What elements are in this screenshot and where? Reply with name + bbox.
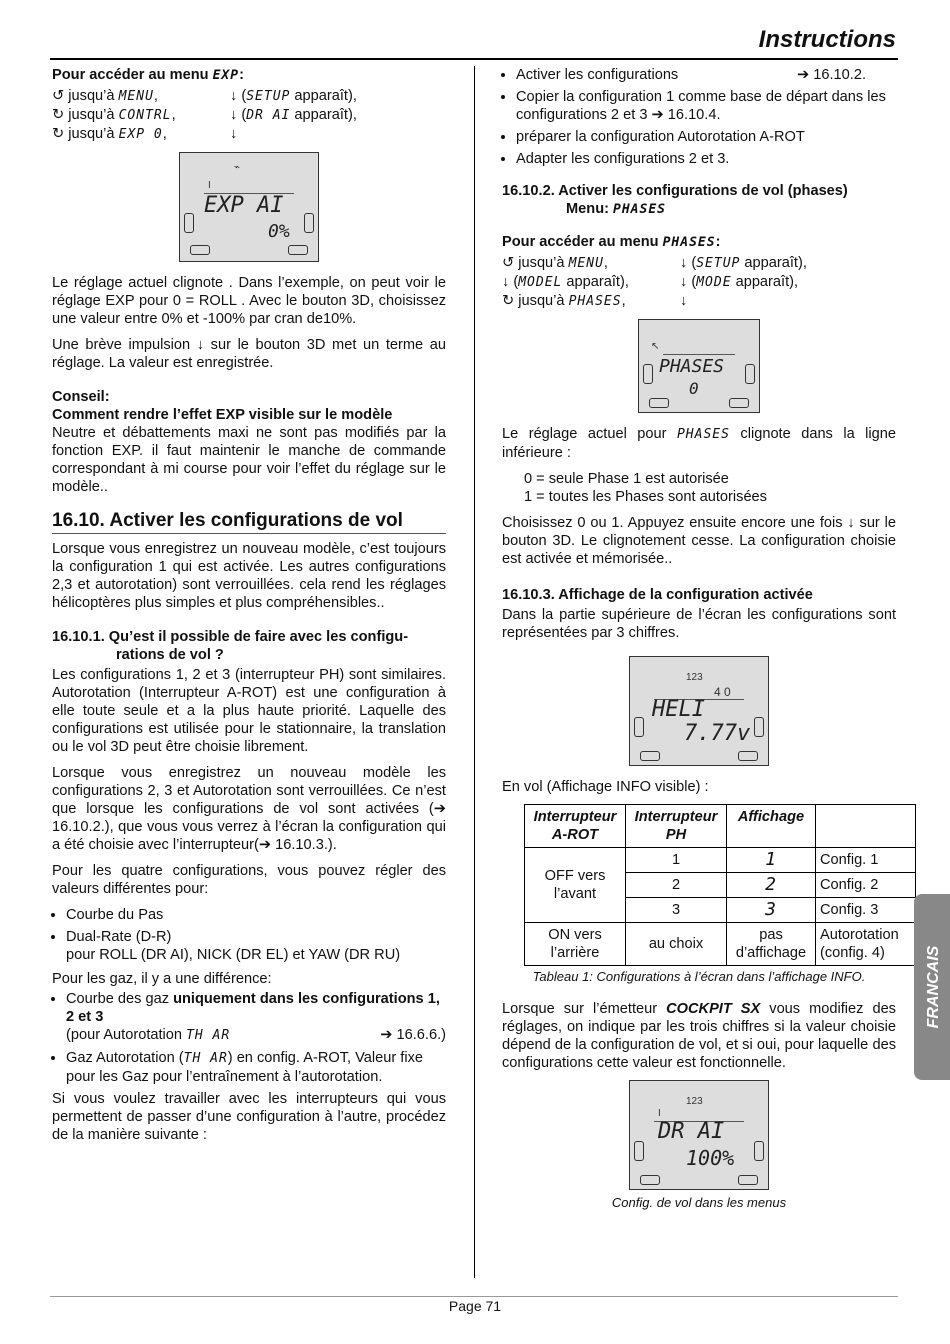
paragraph: Lorsque sur l’émetteur COCKPIT SX vous modifiez des réglages, on indique par les trois chiffres si la valeur choisie dépend de la configuration de vol, et si oui, pour laquelle des configurations cette valeur est fonctionnelle. (502, 1001, 896, 1071)
paragraph: Le réglage actuel pour PHASES clignote dans la ligne inférieure : (502, 426, 896, 461)
paragraph: Pour les gaz, il y a une différence: (52, 971, 272, 987)
right-column (502, 66, 899, 1212)
nav-step: ↓ (MODEL apparaît), ↓ (MODE apparaît), (502, 274, 799, 290)
heli-icon: ⌁ (234, 162, 241, 173)
column-divider (474, 66, 475, 1278)
list-item: • Courbe du Pas (66, 906, 446, 924)
trim-icon: I (208, 180, 211, 191)
paragraph: Le réglage actuel clignote . Dans l’exemple, on peut voir le réglage EXP pour 0 = ROLL . Avec le bouton 3D, choisissez une valeur entre 0% et -100% par cran de10%. (52, 275, 446, 327)
footer-rule (50, 1296, 898, 1297)
list-item: • Activer les configurations ➔ 16.10.2. (516, 66, 896, 84)
paragraph: Dans la partie supérieure de l’écran les configurations sont représentées par 3 chiffres. (502, 607, 896, 641)
list-item: • Dual-Rate (D-R) pour ROLL (DR AI), NICK (DR EL) et YAW (DR RU) (66, 928, 446, 964)
header-title: Instructions (758, 26, 896, 53)
nav-step: ↻ jusqu’à CONTRL, ↓ (DR AI apparaît), (52, 107, 357, 123)
gas-list (52, 990, 446, 1086)
paragraph: Choisissez 0 ou 1. Appuyez ensuite encore une fois ↓ sur le bouton 3D. Le clignotement cesse. La configuration choisie est activée et mémorisée.. (502, 515, 896, 567)
tip-text: Neutre et débattements maxi ne sont pas modifiés par la fonction EXP. il faut maintenir le manche de commande correspondant à mi course pour voir l’effet du réglage sur le modèle.. (52, 425, 446, 495)
paragraph: Lorsque vous enregistrez un nouveau modèle les configurations 2, 3 et Autorotation sont verrouillées. Ce n’est que lorsque les configurations de vol sont activées (➔ 16.10.2.), que vous vous verrez à l’écran la configuration qui a été choisie avec l’interrupteur(➔ 16.10.3.). (52, 765, 446, 853)
list-item: • préparer la configuration Autorotation A-ROT (516, 128, 896, 146)
subsection-heading: 16.10.3. Affichage de la configuration activée (502, 587, 813, 603)
list-item: • Copier la configuration 1 comme base de départ dans les configurations 2 et 3 ➔ 16.10.4. (516, 88, 896, 124)
paragraph: Les configurations 1, 2 et 3 (interrupteur PH) sont similaires. Autorotation (Interrupteur A-ROT) est une configuration à elle toute seule et a la plus haute priorité. Laquelle des configurations est utilisée pour le stationnaire, la translation ou le vol 3D peut être choisie librement. (52, 667, 446, 755)
config-table (524, 804, 916, 966)
paragraph: Lorsque vous enregistrez un nouveau modèle, c’est toujours la configuration 1 qui est activée. Les autres configurations 2,3 et autorotation) sont verrouillées. cela rend les réglages hélicoptères plus simples et plus compréhensibles.. (52, 541, 446, 611)
language-tab: FRANCAIS (914, 894, 950, 1080)
lcd-screen-exp: ⌁ I EXP AI 0% (179, 152, 319, 262)
table-caption: Tableau 1: Configurations à l’écran dans l’affichage INFO. (532, 969, 866, 984)
trim-icon: ↖ (651, 341, 660, 352)
section-heading: 16.10. Activer les configurations de vol (52, 512, 446, 534)
paragraph: Si vous voulez travailler avec les interrupteurs qui vous permettent de passer d’une configuration à l’autre, procédez de la manière suivante : (52, 1091, 446, 1143)
page-number: Page 71 (448, 1298, 502, 1314)
nav-step: ↺ jusqu’à MENU, ↓ (SETUP apparaît), (52, 88, 357, 104)
table-row: OFF vers l’avant 1 1 Config. 1 (525, 848, 916, 873)
list-item: • Courbe des gaz uniquement dans les configurations 1, 2 et 3 (pour Autorotation TH AR ➔ 16.6.6.) (66, 990, 446, 1045)
subsection-heading: 16.10.1. Qu’est il possible de faire avec les configu- rations de vol ? (52, 629, 409, 663)
paragraph: Une brève impulsion ↓ sur le bouton 3D met un terme au réglage. La valeur est enregistrée. (52, 337, 446, 371)
lcd-screen-menu: 123 I DR AI 100% (629, 1080, 769, 1190)
table-row: ON vers l’arrière au choix pas d’affichage Autorotation (config. 4) (525, 923, 916, 966)
option-1: 1 = toutes les Phases sont autorisées (524, 489, 767, 505)
phases-nav-steps (502, 254, 896, 311)
steps-list (502, 66, 896, 168)
list-item: • Gaz Autorotation (TH AR) en config. A-ROT, Valeur fixe pour les Gaz pour l’entraînement à l’autorotation. (66, 1049, 446, 1086)
exp-nav-steps (52, 87, 446, 144)
table-row: 2 2 Config. 2 (525, 873, 916, 898)
exp-access-heading: Pour accéder au menu EXP: (52, 67, 244, 83)
tip-title: Conseil: (52, 389, 110, 405)
lcd-screen-info: 123 4 0 HELI 7.77v (629, 656, 769, 766)
subsection-heading: 16.10.2. Activer les configurations de vol (phases) Menu: PHASES (502, 183, 848, 217)
nav-step: ↻ jusqu’à EXP 0, ↓ (52, 126, 238, 142)
paragraph: Pour les quatre configurations, vous pouvez régler des valeurs différentes pour: (52, 863, 446, 897)
trim-icon: I (658, 1108, 661, 1119)
paragraph: En vol (Affichage INFO visible) : (502, 779, 709, 795)
table-header-row: Interrupteur A-ROT Interrupteur PH Affichage (525, 805, 916, 848)
left-column (52, 66, 446, 1152)
settings-list (52, 906, 446, 964)
tip-subtitle: Comment rendre l’effet EXP visible sur le modèle (52, 407, 393, 423)
lcd-caption: Config. de vol dans les menus (611, 1195, 787, 1210)
header-rule (50, 58, 898, 60)
table-row: 3 3 Config. 3 (525, 898, 916, 923)
phases-access-heading: Pour accéder au menu PHASES: (502, 234, 721, 250)
nav-step: ↻ jusqu’à PHASES, ↓ (502, 293, 688, 309)
option-0: 0 = seule Phase 1 est autorisée (524, 471, 729, 487)
list-item: • Adapter les configurations 2 et 3. (516, 150, 896, 168)
nav-step: ↺ jusqu’à MENU, ↓ (SETUP apparaît), (502, 255, 807, 271)
lcd-screen-phases: ↖ PHASES 0 (638, 319, 760, 413)
